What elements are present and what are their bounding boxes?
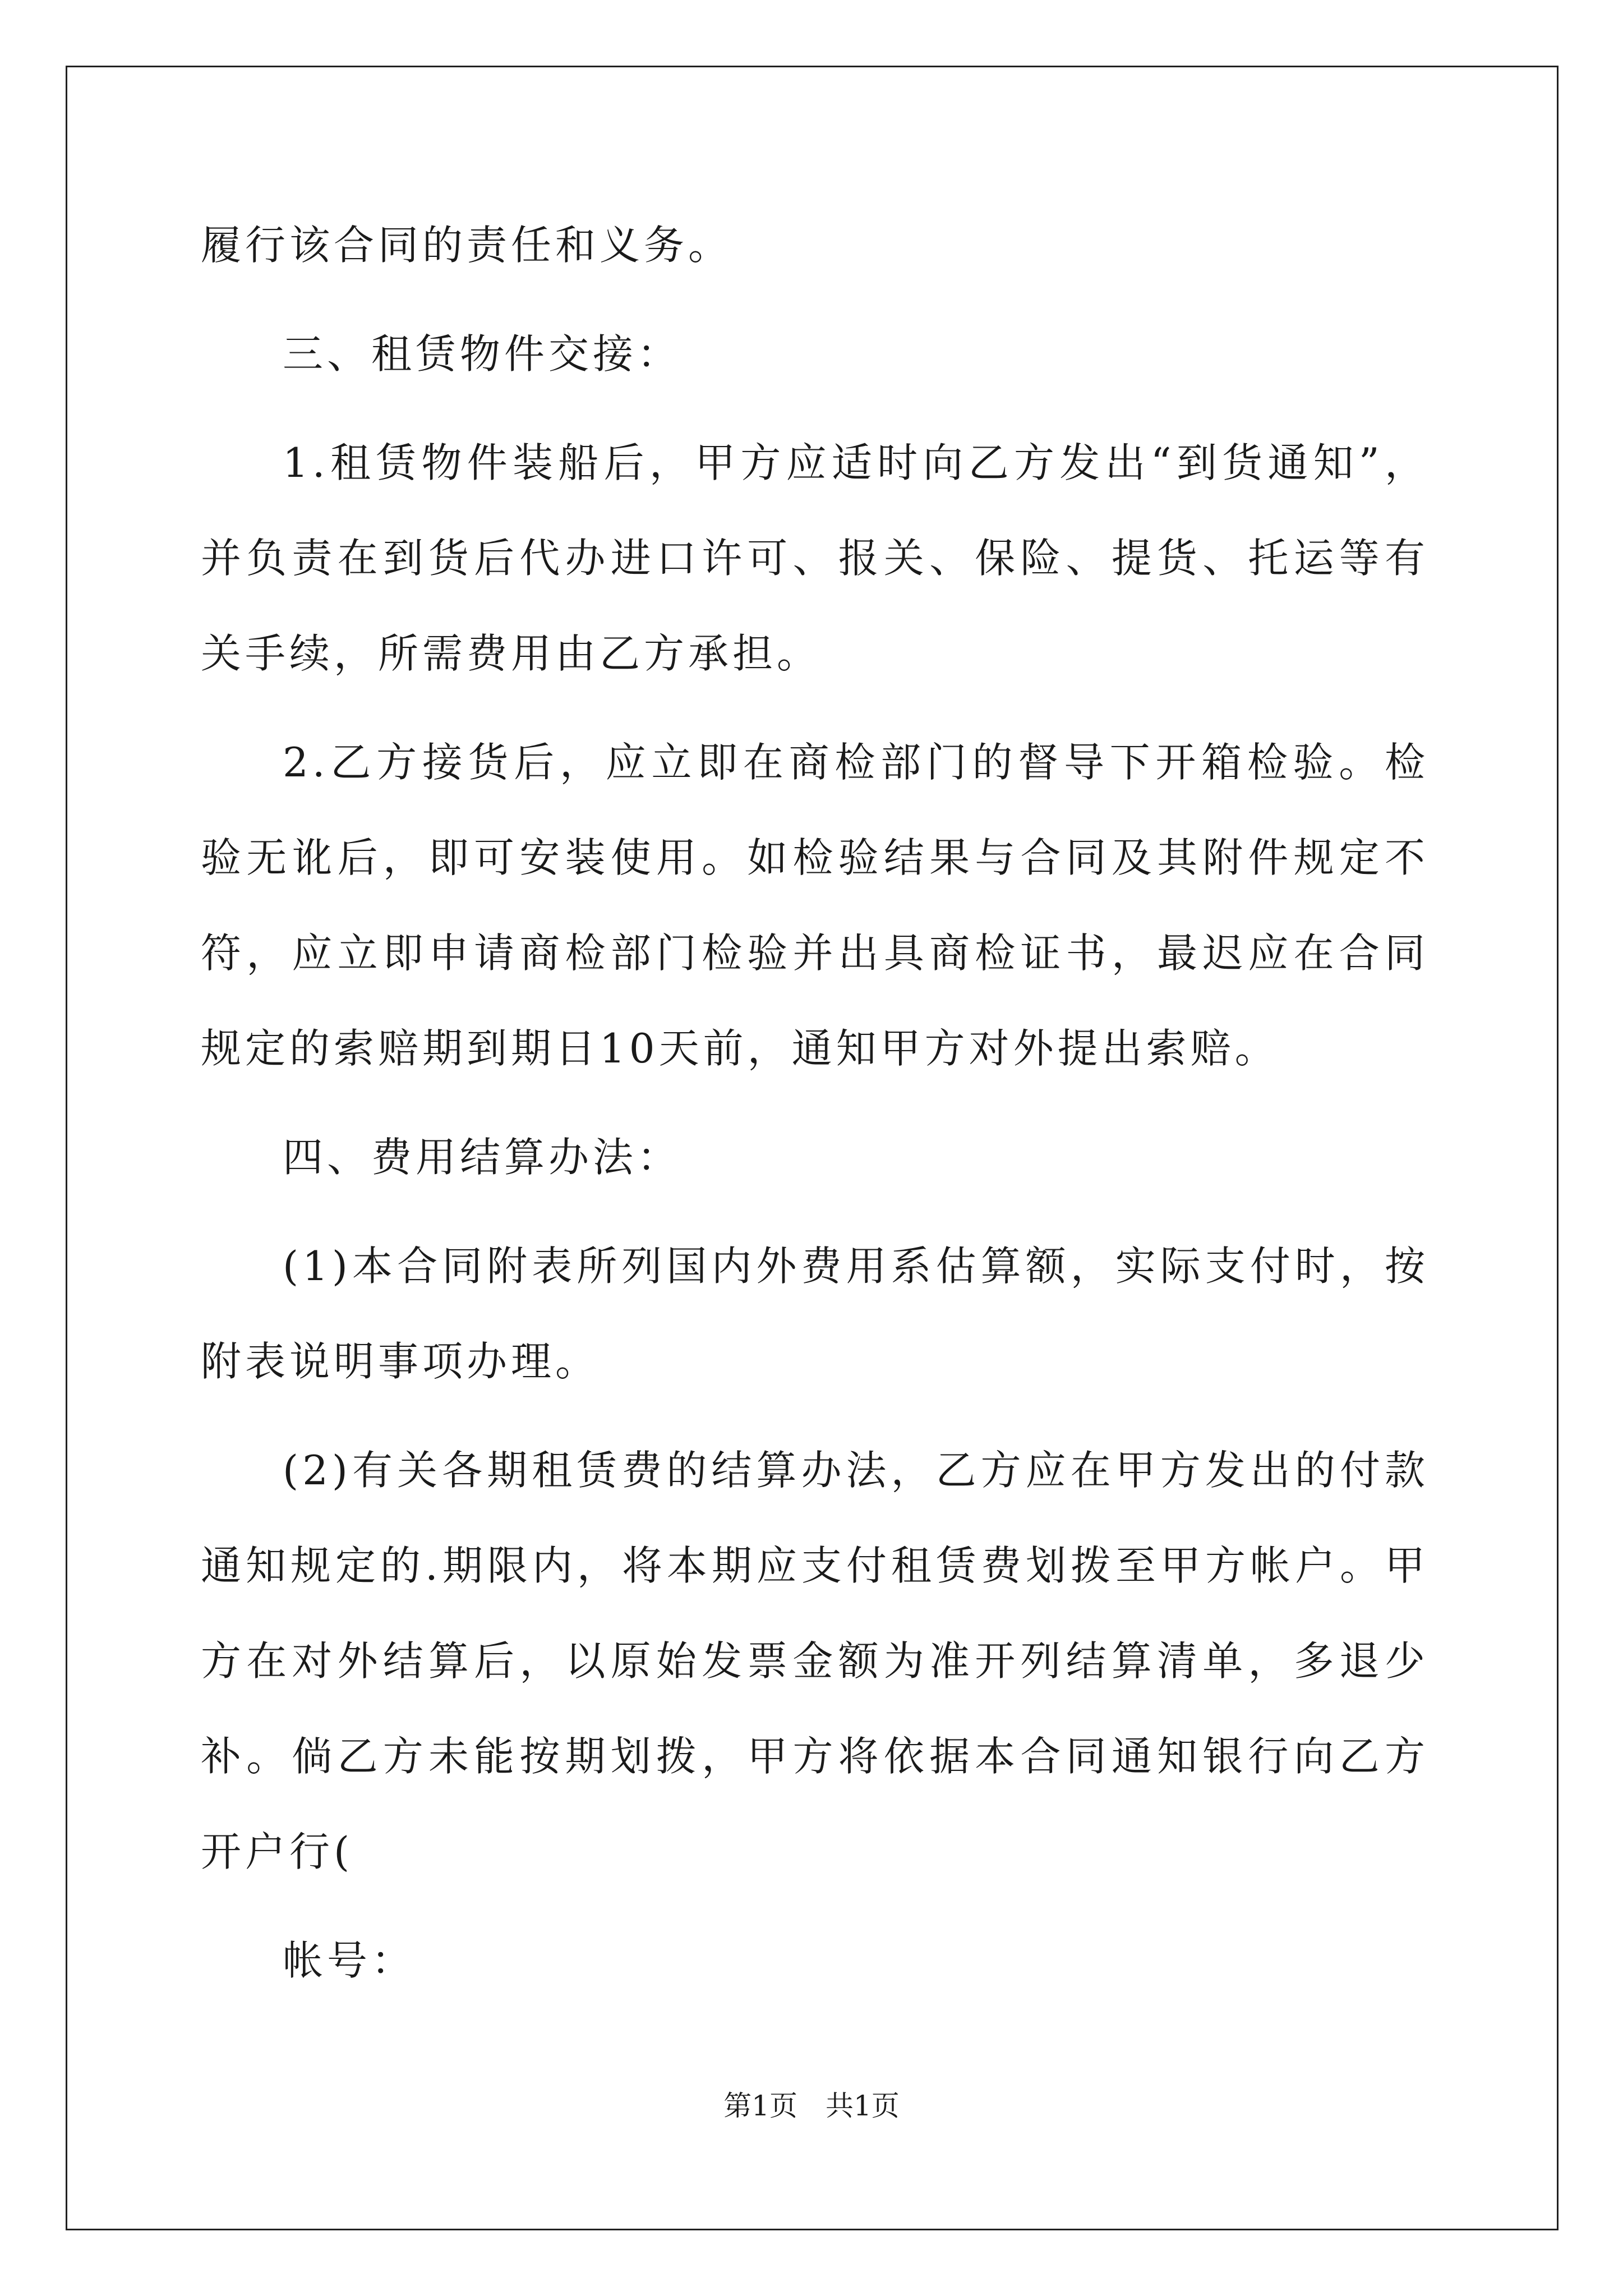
paragraph-1: 履行该合同的责任和义务。 [201,222,733,269]
page-footer [0,2089,1623,2123]
section-heading-4: 四、费用结算办法： [283,1134,682,1181]
paragraph-3-1: 1.租赁物件装船后，甲方应适时向乙方发出“到货通知”，并负责在到货后代办进口许可、报关、保险、提货、托运等有关手续，所需费用由乙方承担。 [201,439,1429,677]
paragraph-4-1: (1)本合同附表所列国内外费用系估算额，实际支付时，按附表说明事项办理。 [201,1243,1429,1385]
document-body [201,197,1429,2022]
paragraph-3-2: 2.乙方接货后，应立即在商检部门的督导下开箱检验。检验无讹后，即可安装使用。如检验结果与合同及其附件规定不符，应立即申请商检部门检验并出具商检证书，最迟应在合同规定的索赔期到期日10天前，通知甲方对外提出索赔。 [201,739,1429,1072]
page-current: 第1页 [723,2090,797,2122]
page-total: 共1页 [826,2090,900,2122]
section-heading-3: 三、租赁物件交接： [283,330,682,378]
account-number-label: 帐号： [283,1937,416,1984]
paragraph-4-2: (2)有关各期租赁费的结算办法，乙方应在甲方发出的付款通知规定的.期限内，将本期应支付租赁费划拨至甲方帐户。甲方在对外结算后，以原始发票金额为准开列结算清单，多退少补。倘乙方未能按期划拨，甲方将依据本合同通知银行向乙方开户行( [201,1447,1429,1875]
